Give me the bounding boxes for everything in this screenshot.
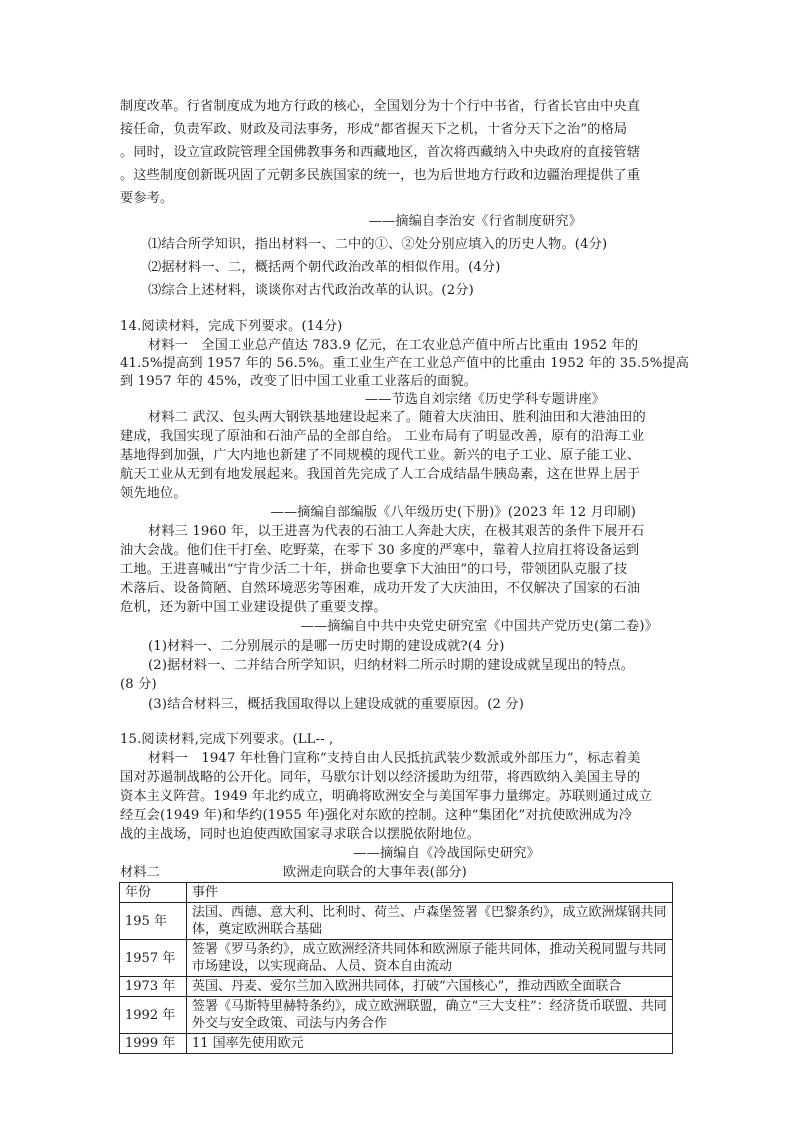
q14-m2-line: 领先地位。 [120,486,187,501]
q14-heading: 14.阅读材料，完成下列要求。(14分) [120,319,343,334]
table-cell-year: 1973 年 [120,977,187,997]
q14-question-1: (1)材料一、二分别展示的是哪一历史时期的建设成就?(4 分) [148,639,505,654]
q14-m3-line: 油大会战。他们住干打垒、吃野菜，在零下 30 多度的严寒中，靠着人拉肩扛将设备运到 [120,543,640,558]
q14-m1-line: 41.5%提高到 1957 年的 56.5%。重工业生产在工业总产值中的比重由 1952 年的 35.5%提高 [120,356,690,371]
q14-m1-line: 材料一 全国工业总产值达 783.9 亿元，在工农业总产值中所占比重由 1952 年的 [148,338,639,353]
table-cell-event: 11 国率先使用欧元 [187,1034,673,1054]
q14-m1-source: ——节选自刘宗绪《历史学科专题讲座》 [364,392,605,407]
q15-m2-label: 材料二 [120,865,161,880]
table-header-row [120,883,673,903]
table-cell-year: 195 年 [120,903,187,940]
q15-m1-line: 战的主战场，同时也迫使西欧国家寻求联合以摆脱依附地位。 [120,827,481,842]
table-row [120,997,673,1034]
table-cell-event: 法国、西德、意大利、比利时、荷兰、卢森堡签署《巴黎条约》，成立欧洲煤钢共同体，奠定欧洲联合基础 [187,903,673,940]
q13-question-1: ⑴结合所学知识，指出材料一、二中的①、②处分别应填入的历史人物。(4分) [148,237,608,252]
q14-m3-line: 危机，还为新中国工业建设提供了重要支撑。 [120,600,387,615]
q14-m3-line: 工地。王进喜喊出“宁肯少活二十年，拼命也要拿下大油田”的口号，带领团队克服了技 [120,562,628,577]
table-cell-event: 英国、丹麦、爱尔兰加入欧洲共同体，打破“六国核心”，推动西欧全面联合 [187,977,673,997]
q13-text-line: 。这些制度创新既巩固了元朝多民族国家的统一，也为后世地方行政和边疆治理提供了重 [120,168,641,183]
table-cell-event: 签署《马斯特里赫特条约》，成立欧洲联盟，确立“三大支柱”：经济货币联盟、共同外交与安全政策、司法与内务合作 [187,997,673,1034]
q14-question-2-cont: (8 分) [120,677,157,692]
q14-m2-line: 建成，我国实现了原油和石油产品的全部自给。 工业布局有了明显改善，原有的沿海工业 [120,429,645,444]
events-table [119,882,673,1054]
q13-text-line: 要参考。 [120,191,174,206]
column-header-year: 年份 [120,883,187,903]
q14-m3-source: ——摘编自中共中央党史研究室《中国共产党历史(第二卷)》 [300,619,658,634]
q14-m2-line: 材料二 武汉、包头两大钢铁基地建设起来了。随着大庆油田、胜利油田和大港油田的 [148,410,646,425]
q14-m2-line: 基地得到加强，广大内地也新建了不同规模的现代工业。新兴的电子工业、原子能工业、 [120,448,641,463]
q14-m3-line: 材料三 1960 年，以王进喜为代表的石油工人奔赴大庆，在极其艰苦的条件下展开石 [148,524,645,539]
q15-heading: 15.阅读材料,完成下列要求。(LL-- , [120,732,334,747]
q15-m1-line: 经互会(1949 年)和华约(1955 年)强化对东欧的控制。这种“集团化”对抗使欧洲成为冷 [120,808,633,823]
table-cell-year: 1992 年 [120,997,187,1034]
q14-m1-line: 到 1957 年的 45%，改变了旧中国工业重工业落后的面貌。 [120,374,478,389]
q13-text-line: 。同时，设立宣政院管理全国佛教事务和西藏地区，首次将西藏纳入中央政府的直接管辖 [120,145,641,160]
q13-source: ——摘编自李治安《行省制度研究》 [368,214,582,229]
q15-m1-source: ——摘编自《冷战国际史研究》 [353,846,540,861]
q15-m1-line: 资本主义阵营。1949 年北约成立，明确将欧洲安全与美国军事力量绑定。苏联则通过成立 [120,789,652,804]
q15-m1-line: 国对苏遏制战略的公开化。同年，马歇尔计划以经济援助为纽带，将西欧纳入美国主导的 [120,770,641,785]
table-row [120,1034,673,1054]
q15-m1-line: 材料一 1947 年杜鲁门宣称“支持自由人民抵抗武装少数派或外部压力”，标志着美 [148,751,641,766]
q13-text-line: 接任命，负责军政、财政及司法事务，形成“都省握天下之机，十省分天下之治”的格局 [120,122,628,137]
q14-m3-line: 术落后、设备简陋、自然环境恶劣等困难，成功开发了大庆油田，不仅解决了国家的石油 [120,581,641,596]
table-cell-event: 签署《罗马条约》，成立欧洲经济共同体和欧洲原子能共同体，推动关税同盟与共同市场建设，以实现商品、人员、资本自由流动 [187,940,673,977]
table-cell-year: 1957 年 [120,940,187,977]
column-header-event: 事件 [187,883,673,903]
q14-m2-line: 航天工业从无到有地发展起来。我国首先完成了人工合成结晶牛胰岛素，这在世界上居于 [120,467,641,482]
q14-question-3: (3)结合材料三，概括我国取得以上建设成就的重要原因。(2 分) [148,697,525,712]
table-cell-year: 1999 年 [120,1034,187,1054]
table-row [120,940,673,977]
q13-question-2: ⑵据材料一、二，概括两个朝代政治改革的相似作用。(4分) [148,260,501,275]
table-row [120,903,673,940]
q13-text-line: 制度改革。行省制度成为地方行政的核心，全国划分为十个行中书省，行省长官由中央直 [120,99,641,114]
table-row [120,977,673,997]
table-title: 欧洲走向联合的大事年表(部分) [283,865,467,880]
q14-question-2: (2)据材料一、二并结合所学知识，归纳材料二所示时期的建设成就呈现出的特点。 [148,658,634,673]
q14-m2-source: ——摘编自部编版《八年级历史(下册)》(2023 年 12 月印刷) [270,505,636,520]
q13-question-3: ⑶综合上述材料，谈谈你对古代政治改革的认识。(2分) [148,283,474,298]
